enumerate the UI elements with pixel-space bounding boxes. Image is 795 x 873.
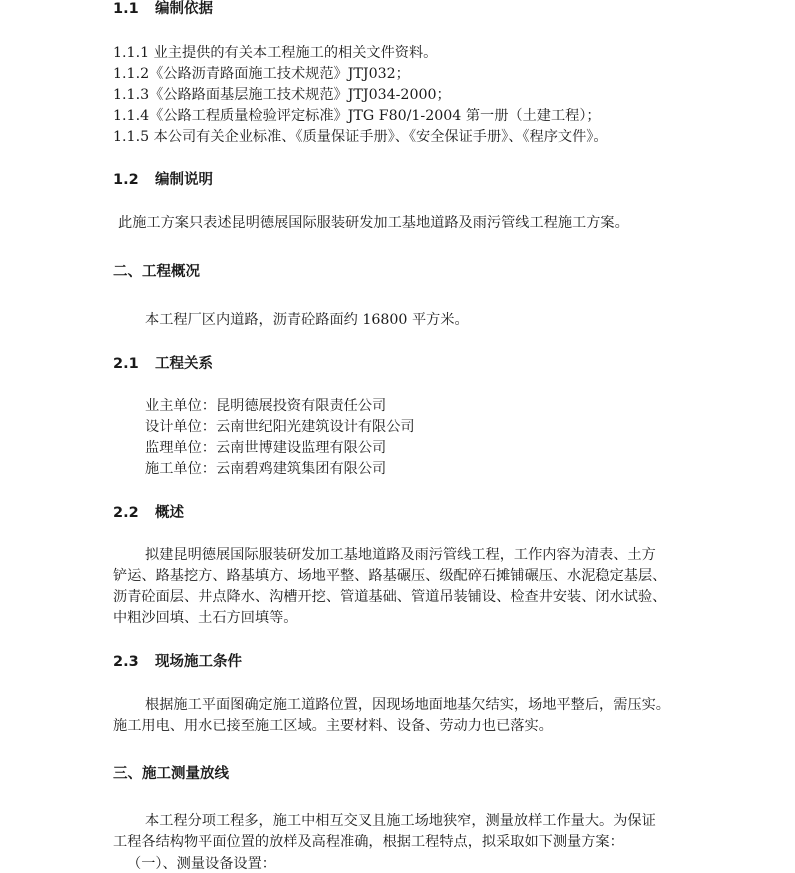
section-heading-2-1 xyxy=(113,355,213,373)
paragraph: 此施工方案只表述昆明德展国际服装研发加工基地道路及雨污管线工程施工方案。 xyxy=(118,215,629,231)
section-number: 2.2 xyxy=(113,505,139,521)
basis-item: 1.1.4《公路工程质量检验评定标准》JTG F80/1-2004 第一册（土建工程）； xyxy=(113,108,601,124)
paragraph-line: 施工用电、用水已接至施工区域。主要材料、设备、劳动力也已落实。 xyxy=(113,718,553,734)
section-number: 2.1 xyxy=(113,356,139,372)
party-item: 监理单位：云南世博建设监理有限公司 xyxy=(145,440,387,456)
section-heading-1-1 xyxy=(113,0,213,18)
section-number: 1.2 xyxy=(113,172,139,188)
basis-item: 1.1.1 业主提供的有关本工程施工的相关文件资料。 xyxy=(113,45,438,61)
basis-item: 1.1.5 本公司有关企业标准、《质量保证手册》、《安全保证手册》、《程序文件》。 xyxy=(113,129,608,145)
paragraph-line: 铲运、路基挖方、路基填方、场地平整、路基碾压、级配碎石摊铺碾压、水泥稳定基层、 xyxy=(113,568,667,584)
paragraph-line: 工程各结构物平面位置的放样及高程准确，根据工程特点，拟采取如下测量方案： xyxy=(113,834,624,850)
section-title: 编制说明 xyxy=(155,172,213,188)
section-heading-2-3 xyxy=(113,653,242,671)
section-title: 工程关系 xyxy=(155,356,213,372)
basis-item: 1.1.2《公路沥青路面施工技术规范》JTJ032； xyxy=(113,66,410,82)
paragraph-line: 沥青砼面层、井点降水、沟槽开挖、管道基础、管道吊装铺设、检查井安装、闭水试验、 xyxy=(113,589,667,605)
section-title: 概述 xyxy=(155,505,184,521)
section-number: 2.3 xyxy=(113,654,139,670)
paragraph: 本工程厂区内道路，沥青砼路面约 16800 平方米。 xyxy=(145,312,469,328)
section-heading-1-2 xyxy=(113,171,213,189)
party-item: 业主单位：昆明德展投资有限责任公司 xyxy=(145,398,387,414)
section-title: 编制依据 xyxy=(155,1,213,17)
paragraph-line: 拟建昆明德展国际服装研发加工基地道路及雨污管线工程，工作内容为清表、土方 xyxy=(145,547,656,563)
paragraph-line: 根据施工平面图确定施工道路位置，因现场地面地基欠结实，场地平整后，需压实。 xyxy=(145,697,670,713)
paragraph-line: （一）、测量设备设置： xyxy=(127,856,276,872)
section-heading-2-2 xyxy=(113,504,184,522)
party-item: 设计单位：云南世纪阳光建筑设计有限公司 xyxy=(145,419,415,435)
chapter-heading-2: 二、工程概况 xyxy=(113,264,200,280)
chapter-heading-3: 三、施工测量放线 xyxy=(113,766,229,782)
paragraph-line: 中粗沙回填、土石方回填等。 xyxy=(113,610,298,626)
basis-item: 1.1.3《公路路面基层施工技术规范》JTJ034-2000； xyxy=(113,87,451,103)
party-item: 施工单位：云南碧鸡建筑集团有限公司 xyxy=(145,461,387,477)
paragraph-line: 本工程分项工程多，施工中相互交叉且施工场地狭窄，测量放样工作量大。为保证 xyxy=(145,813,656,829)
section-title: 现场施工条件 xyxy=(155,654,242,670)
section-number: 1.1 xyxy=(113,1,139,17)
